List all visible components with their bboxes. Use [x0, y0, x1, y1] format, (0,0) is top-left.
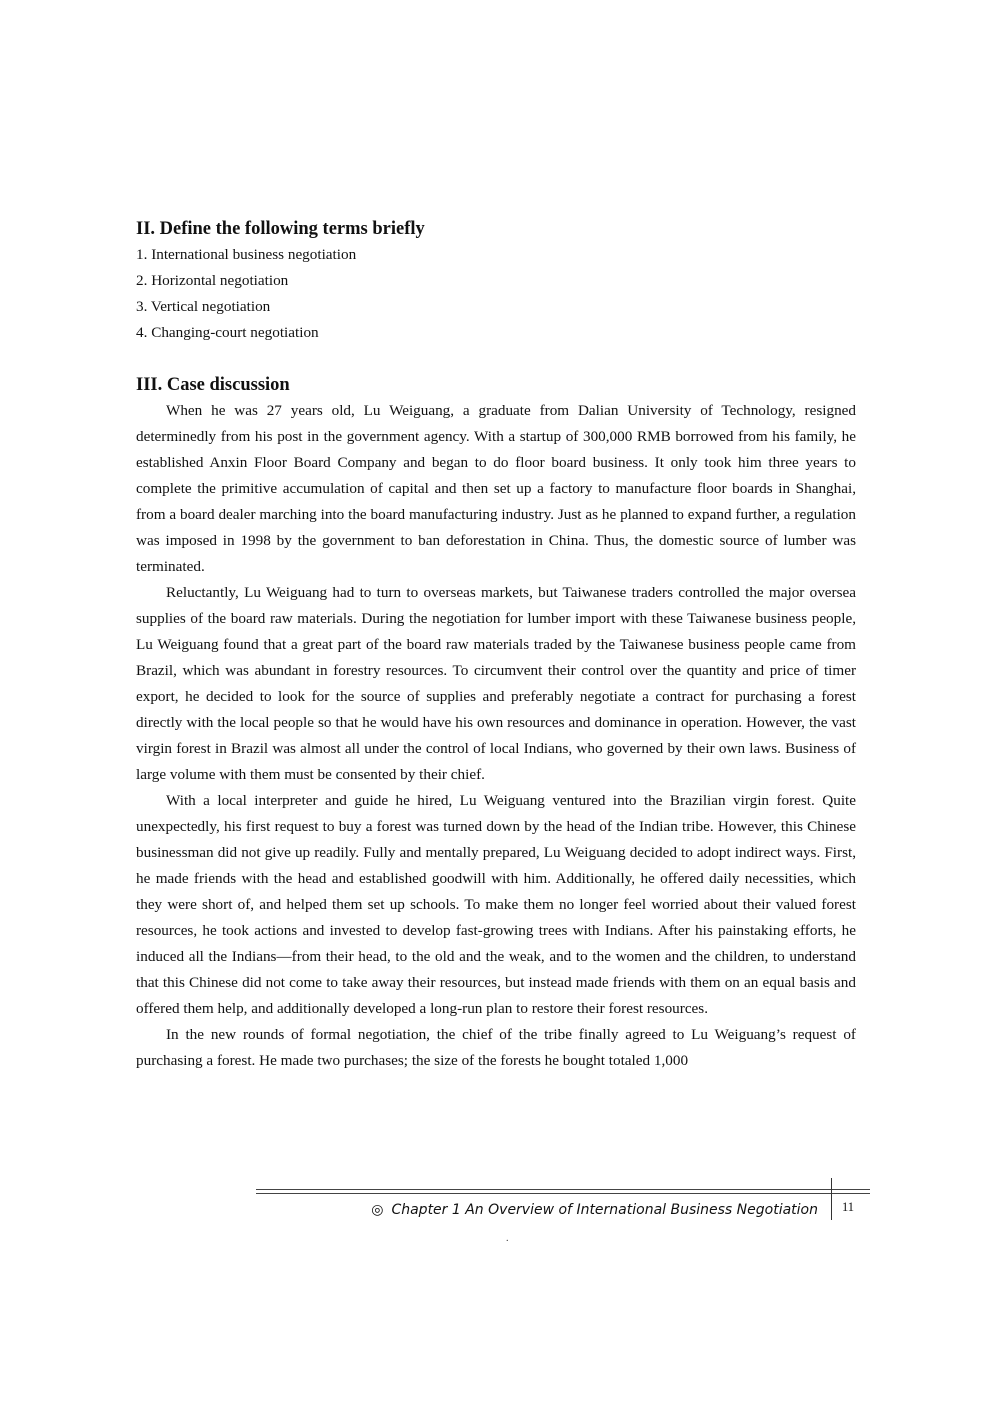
section-heading-define-terms: II. Define the following terms briefly — [136, 219, 425, 239]
footer-mark-icon: ◎ — [371, 1202, 384, 1218]
footer-chapter-title: Chapter 1 An Overview of International Business Negotiation — [391, 1202, 818, 1218]
section-heading-case-discussion: III. Case discussion — [136, 375, 290, 395]
list-item: 1. International business negotiation — [136, 246, 357, 263]
list-item: 3. Vertical negotiation — [136, 298, 271, 315]
footer-rule-bottom — [256, 1193, 870, 1194]
running-footer — [371, 1200, 818, 1220]
section-spacer — [136, 346, 856, 372]
case-paragraph: With a local interpreter and guide he hired, Lu Weiguang ventured into the Brazilian virgin forest. Quite unexpectedly, his first request to buy a forest was turned down by the head of the Indian tribe. However, this Chinese businessman did not give up readily. Fully and mentally prepared, Lu Weiguang decided to adopt indirect ways. First, he made friends with the head and established goodwill with him. Additionally, he offered daily necessities, which they were short of, and helped them set up schools. To make them no longer feel worried about their valued forest resources, he took actions and invested to develop fast-growing trees with Indians. After his painstaking efforts, he induced all the Indians—from their head, to the old and the weak, and to the women and the children, to understand that this Chinese did not come to take away their resources, but instead made friends with them on an equal basis and offered them help, and additionally developed a long-run plan to restore their forest resources. — [136, 792, 856, 1017]
terms-list — [136, 242, 856, 346]
bottom-dot: . — [506, 1233, 509, 1244]
page-content — [136, 216, 856, 1074]
case-paragraph: When he was 27 years old, Lu Weiguang, a graduate from Dalian University of Technology, resigned determinedly from his post in the government agency. With a startup of 300,000 RMB borrowed from his family, he established Anxin Floor Board Company and began to do floor board business. It only took him three years to complete the primitive accumulation of capital and then set up a factory to manufacture floor boards in Shanghai, from a board dealer marching into the board manufacturing industry. Just as he planned to expand further, a regulation was imposed in 1998 by the government to ban deforestation in China. Thus, the domestic source of lumber was terminated. — [136, 402, 856, 575]
footer-rule-top — [256, 1189, 870, 1190]
footer-divider — [831, 1178, 832, 1220]
case-paragraph: Reluctantly, Lu Weiguang had to turn to overseas markets, but Taiwanese traders controlled the major oversea supplies of the board raw materials. During the negotiation for lumber import with these Taiwanese business people, Lu Weiguang found that a great part of the board raw materials traded by the Taiwanese business people came from Brazil, which was abundant in forestry resources. To circumvent their control over the quantity and price of timer export, he decided to look for the source of supplies and preferably negotiate a contract for purchasing a forest directly with the local people so that he would have his own resources and dominance in operation. However, the vast virgin forest in Brazil was almost all under the control of local Indians, who governed by their own laws. Business of large volume with them must be consented by their chief. — [136, 584, 856, 783]
page-number: 11 — [842, 1200, 855, 1214]
case-paragraph: In the new rounds of formal negotiation, the chief of the tribe finally agreed to Lu Weiguang’s request of purchasing a forest. He made two purchases; the size of the forests he bought totaled 1,000 — [136, 1026, 856, 1069]
list-item: 4. Changing-court negotiation — [136, 324, 319, 341]
list-item: 2. Horizontal negotiation — [136, 272, 289, 289]
